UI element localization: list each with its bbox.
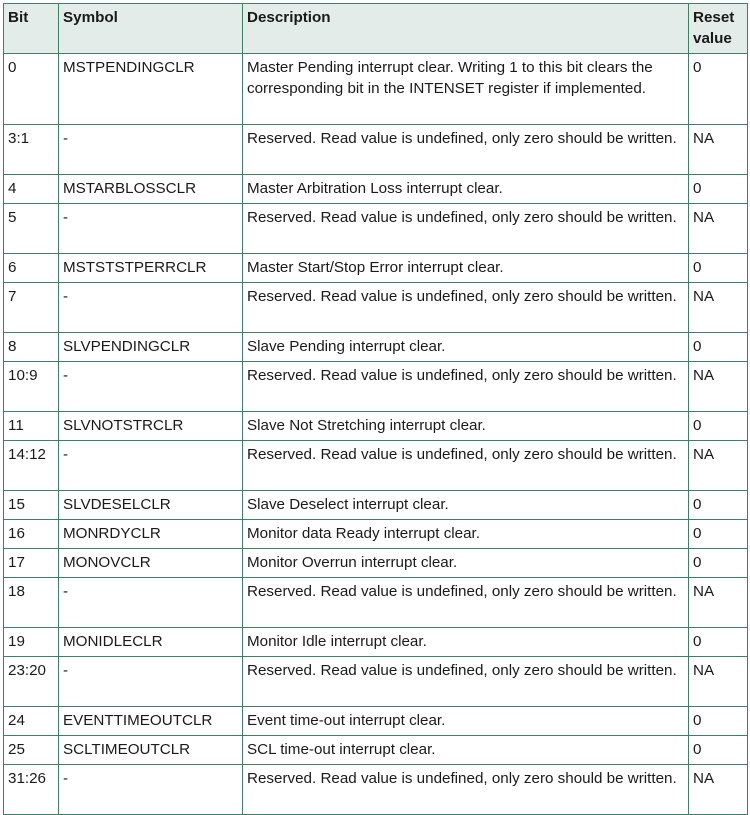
table-row [4, 707, 748, 736]
table-row [4, 54, 748, 125]
cell-bit: 5 [4, 204, 59, 254]
cell-bit: 11 [4, 412, 59, 441]
cell-reset-value: NA [689, 204, 748, 254]
table-row [4, 578, 748, 628]
cell-symbol: MONIDLECLR [59, 628, 243, 657]
cell-description: Master Arbitration Loss interrupt clear. [243, 175, 689, 204]
table-row [4, 412, 748, 441]
cell-bit: 23:20 [4, 657, 59, 707]
cell-bit: 14:12 [4, 441, 59, 491]
cell-symbol: MONOVCLR [59, 549, 243, 578]
cell-bit: 17 [4, 549, 59, 578]
cell-bit: 10:9 [4, 362, 59, 412]
table-row [4, 441, 748, 491]
table-header [4, 4, 748, 54]
cell-bit: 25 [4, 736, 59, 765]
cell-symbol: - [59, 578, 243, 628]
table-row [4, 362, 748, 412]
cell-reset-value: NA [689, 362, 748, 412]
header-description: Description [243, 4, 689, 54]
header-bit: Bit [4, 4, 59, 54]
table-row [4, 125, 748, 175]
cell-reset-value: 0 [689, 491, 748, 520]
cell-description: Monitor Idle interrupt clear. [243, 628, 689, 657]
cell-description: SCL time-out interrupt clear. [243, 736, 689, 765]
cell-description: Reserved. Read value is undefined, only zero should be written. [243, 283, 689, 333]
table-row [4, 333, 748, 362]
cell-description: Slave Pending interrupt clear. [243, 333, 689, 362]
cell-symbol: EVENTTIMEOUTCLR [59, 707, 243, 736]
cell-reset-value: 0 [689, 175, 748, 204]
cell-reset-value: NA [689, 765, 748, 815]
cell-reset-value: 0 [689, 736, 748, 765]
cell-description: Monitor Overrun interrupt clear. [243, 549, 689, 578]
cell-bit: 0 [4, 54, 59, 125]
cell-reset-value: NA [689, 283, 748, 333]
cell-bit: 15 [4, 491, 59, 520]
cell-symbol: - [59, 765, 243, 815]
table-row [4, 254, 748, 283]
cell-symbol: - [59, 283, 243, 333]
table-row [4, 736, 748, 765]
cell-bit: 18 [4, 578, 59, 628]
cell-description: Reserved. Read value is undefined, only zero should be written. [243, 578, 689, 628]
cell-description: Master Pending interrupt clear. Writing 1 to this bit clears the corresponding bit in the INTENSET register if implemented. [243, 54, 689, 125]
header-symbol: Symbol [59, 4, 243, 54]
cell-reset-value: NA [689, 657, 748, 707]
cell-bit: 19 [4, 628, 59, 657]
cell-description: Reserved. Read value is undefined, only zero should be written. [243, 204, 689, 254]
cell-description: Reserved. Read value is undefined, only zero should be written. [243, 125, 689, 175]
cell-symbol: MSTARBLOSSCLR [59, 175, 243, 204]
cell-reset-value: 0 [689, 520, 748, 549]
cell-reset-value: 0 [689, 333, 748, 362]
cell-bit: 3:1 [4, 125, 59, 175]
table-row [4, 175, 748, 204]
cell-symbol: SCLTIMEOUTCLR [59, 736, 243, 765]
cell-description: Reserved. Read value is undefined, only zero should be written. [243, 362, 689, 412]
cell-symbol: MONRDYCLR [59, 520, 243, 549]
table-row [4, 549, 748, 578]
cell-description: Master Start/Stop Error interrupt clear. [243, 254, 689, 283]
cell-reset-value: NA [689, 125, 748, 175]
cell-bit: 7 [4, 283, 59, 333]
table-row [4, 204, 748, 254]
header-row [4, 4, 748, 54]
cell-symbol: MSTPENDINGCLR [59, 54, 243, 125]
cell-bit: 16 [4, 520, 59, 549]
cell-description: Reserved. Read value is undefined, only zero should be written. [243, 765, 689, 815]
table-row [4, 520, 748, 549]
cell-symbol: - [59, 125, 243, 175]
cell-description: Reserved. Read value is undefined, only zero should be written. [243, 657, 689, 707]
cell-reset-value: 0 [689, 707, 748, 736]
cell-symbol: MSTSTSTPERRCLR [59, 254, 243, 283]
cell-bit: 4 [4, 175, 59, 204]
cell-symbol: SLVPENDINGCLR [59, 333, 243, 362]
cell-symbol: - [59, 204, 243, 254]
cell-reset-value: 0 [689, 54, 748, 125]
table-body [4, 54, 748, 815]
cell-bit: 24 [4, 707, 59, 736]
cell-symbol: - [59, 657, 243, 707]
header-reset-value: Reset value [689, 4, 748, 54]
table-row [4, 628, 748, 657]
table-row [4, 765, 748, 815]
cell-reset-value: 0 [689, 412, 748, 441]
register-bit-table [3, 3, 748, 815]
cell-bit: 8 [4, 333, 59, 362]
cell-reset-value: 0 [689, 549, 748, 578]
cell-symbol: - [59, 441, 243, 491]
cell-reset-value: 0 [689, 628, 748, 657]
cell-symbol: SLVNOTSTRCLR [59, 412, 243, 441]
cell-reset-value: NA [689, 578, 748, 628]
cell-description: Event time-out interrupt clear. [243, 707, 689, 736]
cell-description: Slave Not Stretching interrupt clear. [243, 412, 689, 441]
table-row [4, 657, 748, 707]
cell-reset-value: 0 [689, 254, 748, 283]
cell-bit: 31:26 [4, 765, 59, 815]
cell-symbol: SLVDESELCLR [59, 491, 243, 520]
cell-description: Monitor data Ready interrupt clear. [243, 520, 689, 549]
cell-bit: 6 [4, 254, 59, 283]
cell-description: Reserved. Read value is undefined, only zero should be written. [243, 441, 689, 491]
table-row [4, 283, 748, 333]
cell-description: Slave Deselect interrupt clear. [243, 491, 689, 520]
table-row [4, 491, 748, 520]
cell-symbol: - [59, 362, 243, 412]
cell-reset-value: NA [689, 441, 748, 491]
